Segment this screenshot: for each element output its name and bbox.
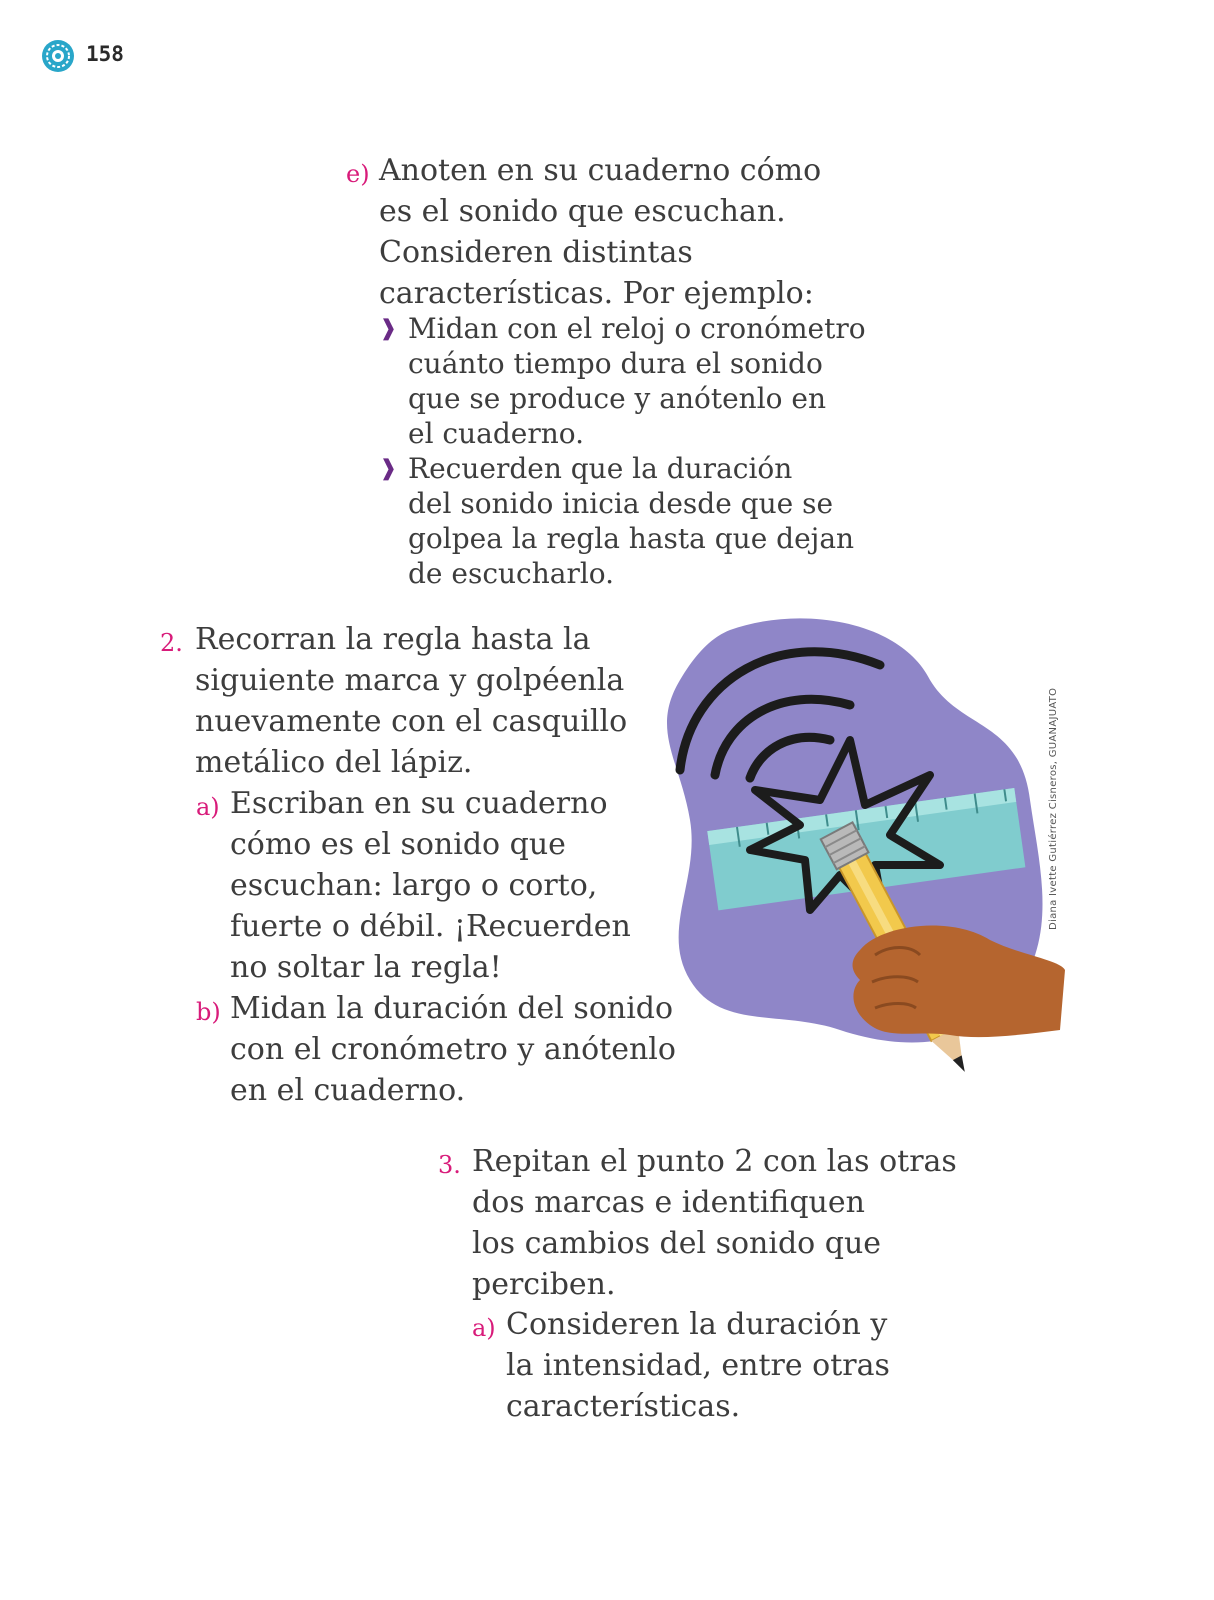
sun-emblem-icon — [40, 38, 76, 74]
step-2b-text — [230, 988, 676, 1111]
bullet-1-text — [408, 311, 866, 451]
text-line: los cambios del sonido que — [472, 1226, 882, 1261]
item-e-text — [379, 150, 821, 314]
step-2-text — [195, 619, 627, 783]
step-2a-label: a) — [196, 793, 220, 821]
step-3a-label: a) — [472, 1314, 496, 1342]
text-line: metálico del lápiz. — [195, 745, 473, 780]
text-line: Anoten en su cuaderno cómo — [379, 153, 822, 188]
text-line: Recuerden que la duración — [408, 452, 793, 485]
text-line: con el cronómetro y anótenlo — [230, 1032, 676, 1067]
text-line: no soltar la regla! — [230, 950, 502, 985]
text-line: es el sonido que escuchan. — [379, 194, 786, 229]
text-line: el cuaderno. — [408, 417, 585, 450]
text-line: Midan con el reloj o cronómetro — [408, 312, 866, 345]
text-line: en el cuaderno. — [230, 1073, 466, 1108]
text-line: que se produce y anótenlo en — [408, 382, 827, 415]
text-line: del sonido inicia desde que se — [408, 487, 834, 520]
text-line: golpea la regla hasta que dejan — [408, 522, 855, 555]
text-line: siguiente marca y golpéenla — [195, 663, 625, 698]
text-line: cuánto tiempo dura el sonido — [408, 347, 823, 380]
text-line: Midan la duración del sonido — [230, 991, 674, 1026]
page-number: 158 — [86, 42, 124, 66]
text-line: de escucharlo. — [408, 557, 615, 590]
text-line: Repitan el punto 2 con las otras — [472, 1144, 957, 1179]
illustration-graphic — [660, 610, 1080, 1110]
text-line: la intensidad, entre otras — [506, 1348, 890, 1383]
step-2b-label: b) — [196, 998, 221, 1026]
step-3a-text — [506, 1304, 890, 1427]
text-line: características. Por ejemplo: — [379, 276, 814, 311]
illustration-credit: Diana Ivette Gutiérrez Cisneros, GUANAJUATO — [1048, 687, 1059, 930]
text-line: dos marcas e identifiquen — [472, 1185, 865, 1220]
bullet-chevron-icon: ❱ — [379, 456, 398, 481]
text-line: Recorran la regla hasta la — [195, 622, 591, 657]
step-2a-text — [230, 783, 631, 988]
text-line: cómo es el sonido que — [230, 827, 566, 862]
text-line: escuchan: largo o corto, — [230, 868, 598, 903]
text-line: nuevamente con el casquillo — [195, 704, 628, 739]
step-3-number: 3. — [438, 1151, 461, 1179]
text-line: fuerte o débil. ¡Recuerden — [230, 909, 631, 944]
text-line: características. — [506, 1389, 741, 1424]
text-line: Escriban en su cuaderno — [230, 786, 608, 821]
bullet-chevron-icon: ❱ — [379, 316, 398, 341]
text-line: Consideren distintas — [379, 235, 693, 270]
item-e-label: e) — [346, 160, 370, 188]
step-2-number: 2. — [160, 629, 183, 657]
text-line: perciben. — [472, 1267, 616, 1302]
bullet-2-text — [408, 451, 854, 591]
text-line: Consideren la duración y — [506, 1307, 888, 1342]
step-3-text — [472, 1141, 957, 1305]
